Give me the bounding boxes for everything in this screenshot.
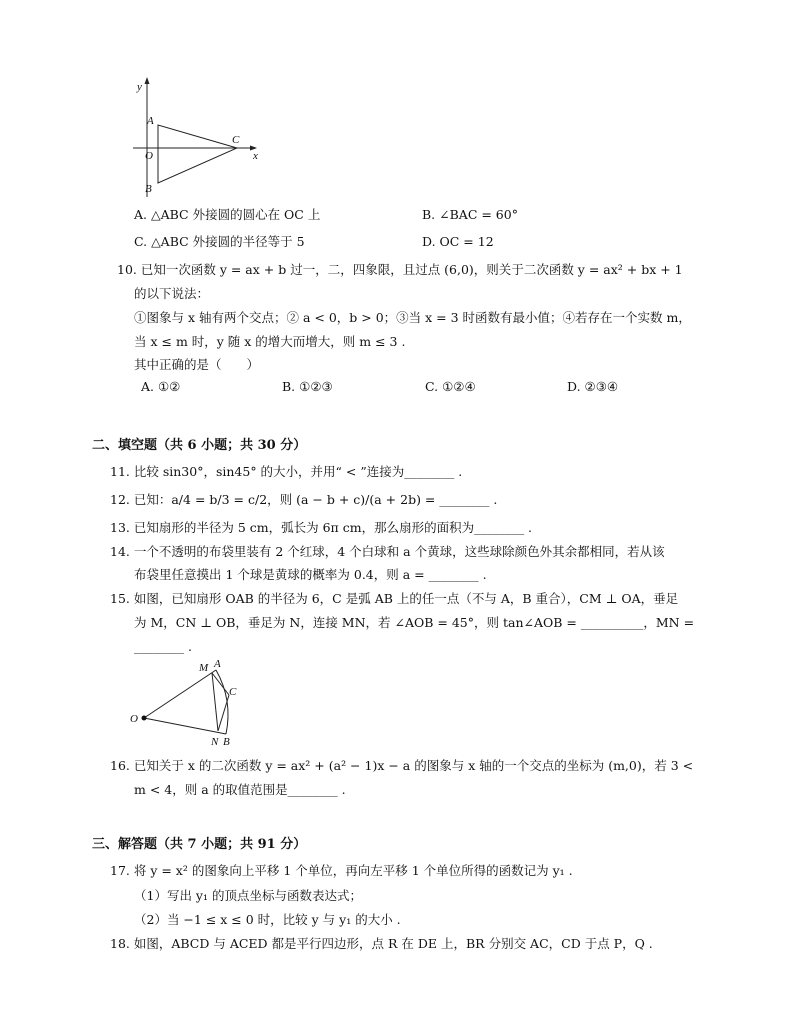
label-c: C: [232, 134, 240, 146]
label-a: A: [214, 658, 221, 670]
q14-line1: 14. 一个不透明的布袋里装有 2 个红球，4 个白球和 a 个黄球，这些球除颜色外其余都相同，若从该: [110, 544, 665, 559]
q15-line3: ________ .: [134, 639, 192, 654]
q9-option-c: C. △ABC 外接圆的半径等于 5: [134, 234, 305, 249]
segment-ob: [144, 718, 226, 734]
label-y: y: [137, 81, 142, 93]
q13: 13. 已知扇形的半径为 5 cm，弧长为 6π cm，那么扇形的面积为________ .: [110, 520, 533, 535]
label-n: N: [211, 736, 219, 748]
q17-line1: 17. 将 y = x² 的图象向上平移 1 个单位，再向左平移 1 个单位所得的函数记为 y₁ .: [110, 863, 573, 878]
q18-line1: 18. 如图，ABCD 与 ACED 都是平行四边形，点 R 在 DE 上，BR 分别交 AC，CD 于点 P，Q .: [110, 936, 653, 951]
q10-line1: 10. 已知一次函数 y = ax + b 过一，二，四象限，且过点 (6,0)，则关于二次函数 y = ax² + bx + 1: [117, 262, 683, 277]
label-m: M: [199, 662, 209, 674]
q10-line2: 的以下说法：: [134, 286, 210, 301]
q16-line1: 16. 已知关于 x 的二次函数 y = ax² + (a² − 1)x − a 的图象与 x 轴的一个交点的坐标为 (m,0)，若 3 <: [110, 758, 694, 773]
figure-sector-oab: [125, 655, 245, 750]
q10-option-c: C. ①②④: [425, 379, 476, 394]
label-a: A: [147, 115, 154, 127]
segment-cm: [212, 673, 229, 695]
q16-line2: m < 4，则 a 的取值范围是________ .: [134, 782, 346, 797]
label-c: C: [229, 686, 237, 698]
q10-option-a: A. ①②: [141, 379, 181, 394]
q11: 11. 比较 sin30°，sin45° 的大小，并用“ < ”连接为________ .: [110, 464, 463, 479]
label-b: B: [145, 183, 152, 195]
q15-line2: 为 M，CN ⊥ OB，垂足为 N，连接 MN，若 ∠AOB = 45°，则 tan∠AOB = __________，MN =: [134, 615, 695, 630]
q10-line4: 当 x ≤ m 时，y 随 x 的增大而增大，则 m ≤ 3 .: [134, 334, 406, 349]
segment-oa: [144, 670, 216, 718]
label-x: x: [253, 150, 258, 162]
q15-line1: 15. 如图，已知扇形 OAB 的半径为 6，C 是弧 AB 上的任一点（不与 A，B 重合），CM ⊥ OA，垂足: [110, 591, 679, 606]
y-axis-arrow: [145, 77, 150, 84]
q12: 12. 已知：a/4 = b/3 = c/2，则 (a − b + c)/(a + 2b) = ________ .: [110, 492, 498, 507]
label-o: O: [145, 150, 153, 162]
q9-option-a: A. △ABC 外接圆的圆心在 OC 上: [134, 207, 321, 222]
q10-line5: 其中正确的是（ ）: [134, 357, 260, 372]
triangle-abc: [158, 125, 237, 183]
q9-option-d: D. OC = 12: [422, 234, 494, 249]
q10-option-b: B. ①②③: [282, 379, 333, 394]
figure-triangle-axes: [125, 75, 275, 200]
q10-line3: ①图象与 x 轴有两个交点；② a < 0，b > 0；③当 x = 3 时函数有最小值；④若存在一个实数 m，: [134, 310, 691, 325]
section2-title: 二、填空题（共 6 小题；共 30 分）: [92, 438, 307, 453]
label-o: O: [130, 713, 138, 725]
point-o: [142, 716, 147, 721]
section3-title: 三、解答题（共 7 小题；共 91 分）: [92, 837, 307, 852]
q17-sub2: （2）当 −1 ≤ x ≤ 0 时，比较 y 与 y₁ 的大小 .: [134, 912, 401, 927]
q14-line2: 布袋里任意摸出 1 个球是黄球的概率为 0.4，则 a = ________ .: [134, 567, 487, 582]
q17-sub1: （1）写出 y₁ 的顶点坐标与函数表达式；: [134, 888, 362, 903]
q9-option-b: B. ∠BAC = 60°: [422, 207, 518, 222]
q10-option-d: D. ②③④: [567, 379, 619, 394]
label-b: B: [223, 736, 230, 748]
segment-mn: [212, 673, 218, 731]
